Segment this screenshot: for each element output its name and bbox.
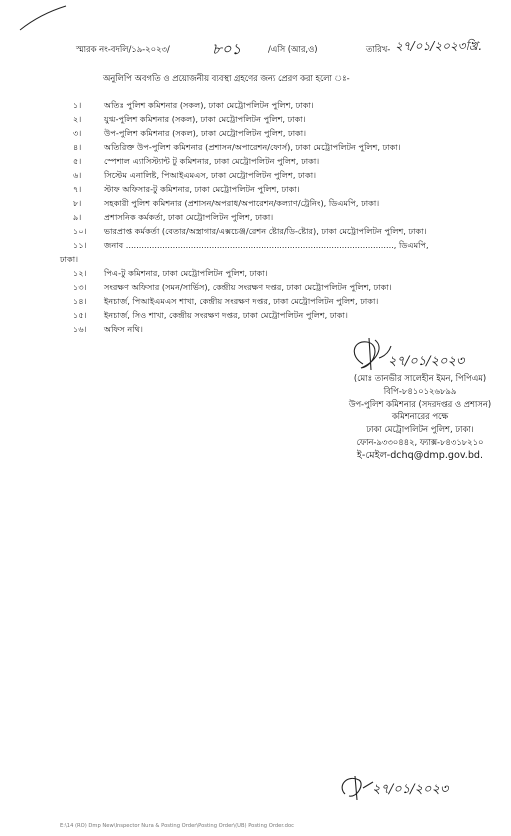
list-text: অতিরিক্ত উপ-পুলিশ কমিশনার (প্রশাসন/অপারেশন/ফোর্স), ঢাকা মেট্রোপলিটন পুলিশ, ঢাকা। <box>104 142 401 152</box>
list-text: অফিস নথি। <box>104 324 143 334</box>
signature-date-handwritten: ২৭/০১/২০২৩ <box>388 354 465 369</box>
memo-section: /এসি (আর,ও) <box>268 44 318 54</box>
list-text: সহকারী পুলিশ কমিশনার (প্রশাসন/অপরাধ/অপারেশন/কল্যাণ/ট্রেনিং), ডিএমপি, ঢাকা। <box>104 198 380 208</box>
list-number: ১৫। <box>73 310 87 320</box>
list-item <box>0 142 511 154</box>
signatory-office: ঢাকা মেট্রোপলিটন পুলিশ, ঢাকা। <box>366 424 474 435</box>
list-number: ১২। <box>73 268 87 278</box>
list-text: জনাব ......................................................................................................., ডিএমপি, <box>104 240 429 250</box>
list-text: সংরক্ষণ অফিসার (সমন/সার্ভিস), কেন্দ্রীয় সংরক্ষণ দপ্তর, ঢাকা মেট্রোপলিটন পুলিশ, ঢাকা। <box>104 282 392 292</box>
list-item <box>0 128 511 140</box>
memo-date-label: তারিখ- <box>366 44 391 54</box>
list-item <box>0 100 511 112</box>
list-item <box>0 324 511 336</box>
bottom-date-handwritten: ২৭/০১/২০২৩ <box>372 782 449 797</box>
list-number: ১১। <box>73 240 87 250</box>
signatory-designation: উপ-পুলিশ কমিশনার (সদরদপ্তর ও প্রশাসন) <box>348 398 492 409</box>
signature-block <box>330 372 510 462</box>
memo-number-label: স্মারক নং-বদলি/১৯-২০২৩/ <box>76 44 170 54</box>
memo-number-handwritten: ৮০১ <box>212 40 242 58</box>
memo-date-handwritten: ২৭/০১/২০২৩খ্রি. <box>395 39 482 53</box>
list-number: ৫। <box>73 156 82 166</box>
list-number: ৮। <box>73 198 82 208</box>
list-continuation: ঢাকা। <box>60 254 79 264</box>
list-item <box>0 240 511 252</box>
list-item <box>0 212 511 224</box>
list-number: ১৪। <box>73 296 87 306</box>
list-item <box>0 170 511 182</box>
list-text: ভারপ্রাপ্ত কর্মকর্তা (বেতার/অস্ত্রাগার/এক্সচেঞ্জ/রেশন ষ্টোর/ডি-ষ্টোর), ঢাকা মেট্রোপলিটন পুলিশ, ঢাকা। <box>104 226 427 236</box>
list-number: ৯। <box>73 212 82 222</box>
list-item <box>0 184 511 196</box>
signatory-phone: ফোন-৯৩৩০৪৪২, ফ্যাক্স-৮৪৩১৮২১০ <box>356 436 484 447</box>
list-number: ৬। <box>73 170 82 180</box>
list-item <box>0 156 511 168</box>
signatory-email: ই-মেইল-dchq@dmp.gov.bd. <box>356 449 484 461</box>
list-number: ৪। <box>73 142 82 152</box>
list-item <box>0 296 511 308</box>
list-item <box>0 310 511 322</box>
list-number: ৩। <box>73 128 82 138</box>
list-number: ২। <box>73 114 82 124</box>
list-text: ইনচার্জ, পিআইএমএস শাখা, কেন্দ্রীয় সংরক্ষণ দপ্তর, ঢাকা মেট্রোপলিটন পুলিশ, ঢাকা। <box>104 296 379 306</box>
list-text: ইনচার্জ, সিও শাখা, কেন্দ্রীয় সংরক্ষণ দপ্তর, ঢাকা মেট্রোপলিটন পুলিশ, ঢাকা। <box>104 310 348 320</box>
intro-text: অনুলিপি অবগতি ও প্রয়োজনীয় ব্যবস্থা গ্রহণের জন্য প্রেরণ করা হলো ঃ- <box>103 73 350 83</box>
list-number: ১৬। <box>73 324 87 334</box>
signatory-on-behalf: কমিশনারের পক্ষে <box>391 411 449 422</box>
list-text: স্পেশাল এ্যাসিস্ট্যান্ট টু কমিশনার, ঢাকা মেট্রোপলিটন পুলিশ, ঢাকা। <box>104 156 320 166</box>
list-number: ১০। <box>73 226 87 236</box>
footer-file-path: E:\14 (RO) Dmp New\Inspector Nura & Posting Order\Posting Order\(UB) Posting Order.doc <box>60 823 294 829</box>
list-text: স্টাফ অফিসার-টু কমিশনার, ঢাকা মেট্রোপলিটন পুলিশ, ঢাকা। <box>104 184 300 194</box>
list-item <box>0 282 511 294</box>
list-item <box>0 114 511 126</box>
list-number: ১৩। <box>73 282 87 292</box>
signatory-bp: বিপি-৮৪১০১২৬৮৯৯ <box>383 385 457 396</box>
list-text: উপ-পুলিশ কমিশনার (সকল), ঢাকা মেট্রোপলিটন পুলিশ, ঢাকা। <box>104 128 307 138</box>
list-item <box>0 268 511 280</box>
list-text: যুগ্ম-পুলিশ কমিশনার (সকল), ঢাকা মেট্রোপলিটন পুলিশ, ঢাকা। <box>104 114 306 124</box>
list-text: পিএ-টু কমিশনার, ঢাকা মেট্রোপলিটন পুলিশ, ঢাকা। <box>104 268 268 278</box>
list-text: অতিঃ পুলিশ কমিশনার (সকল), ঢাকা মেট্রোপলিটন পুলিশ, ঢাকা। <box>104 100 314 110</box>
list-text: সিস্টেম এনালিষ্ট, পিআইএমএস, ঢাকা মেট্রোপলিটন পুলিশ, ঢাকা। <box>104 170 317 180</box>
list-text: প্রশাসনিক কর্মকর্তা, ঢাকা মেট্রোপলিটন পুলিশ, ঢাকা। <box>104 212 274 222</box>
signatory-name: (মোঃ তানভীর সালেহীন ইমন, পিপিএম) <box>353 373 487 383</box>
list-item <box>0 226 511 238</box>
list-number: ৭। <box>73 184 82 194</box>
list-number: ১। <box>73 100 82 110</box>
list-item <box>0 198 511 210</box>
